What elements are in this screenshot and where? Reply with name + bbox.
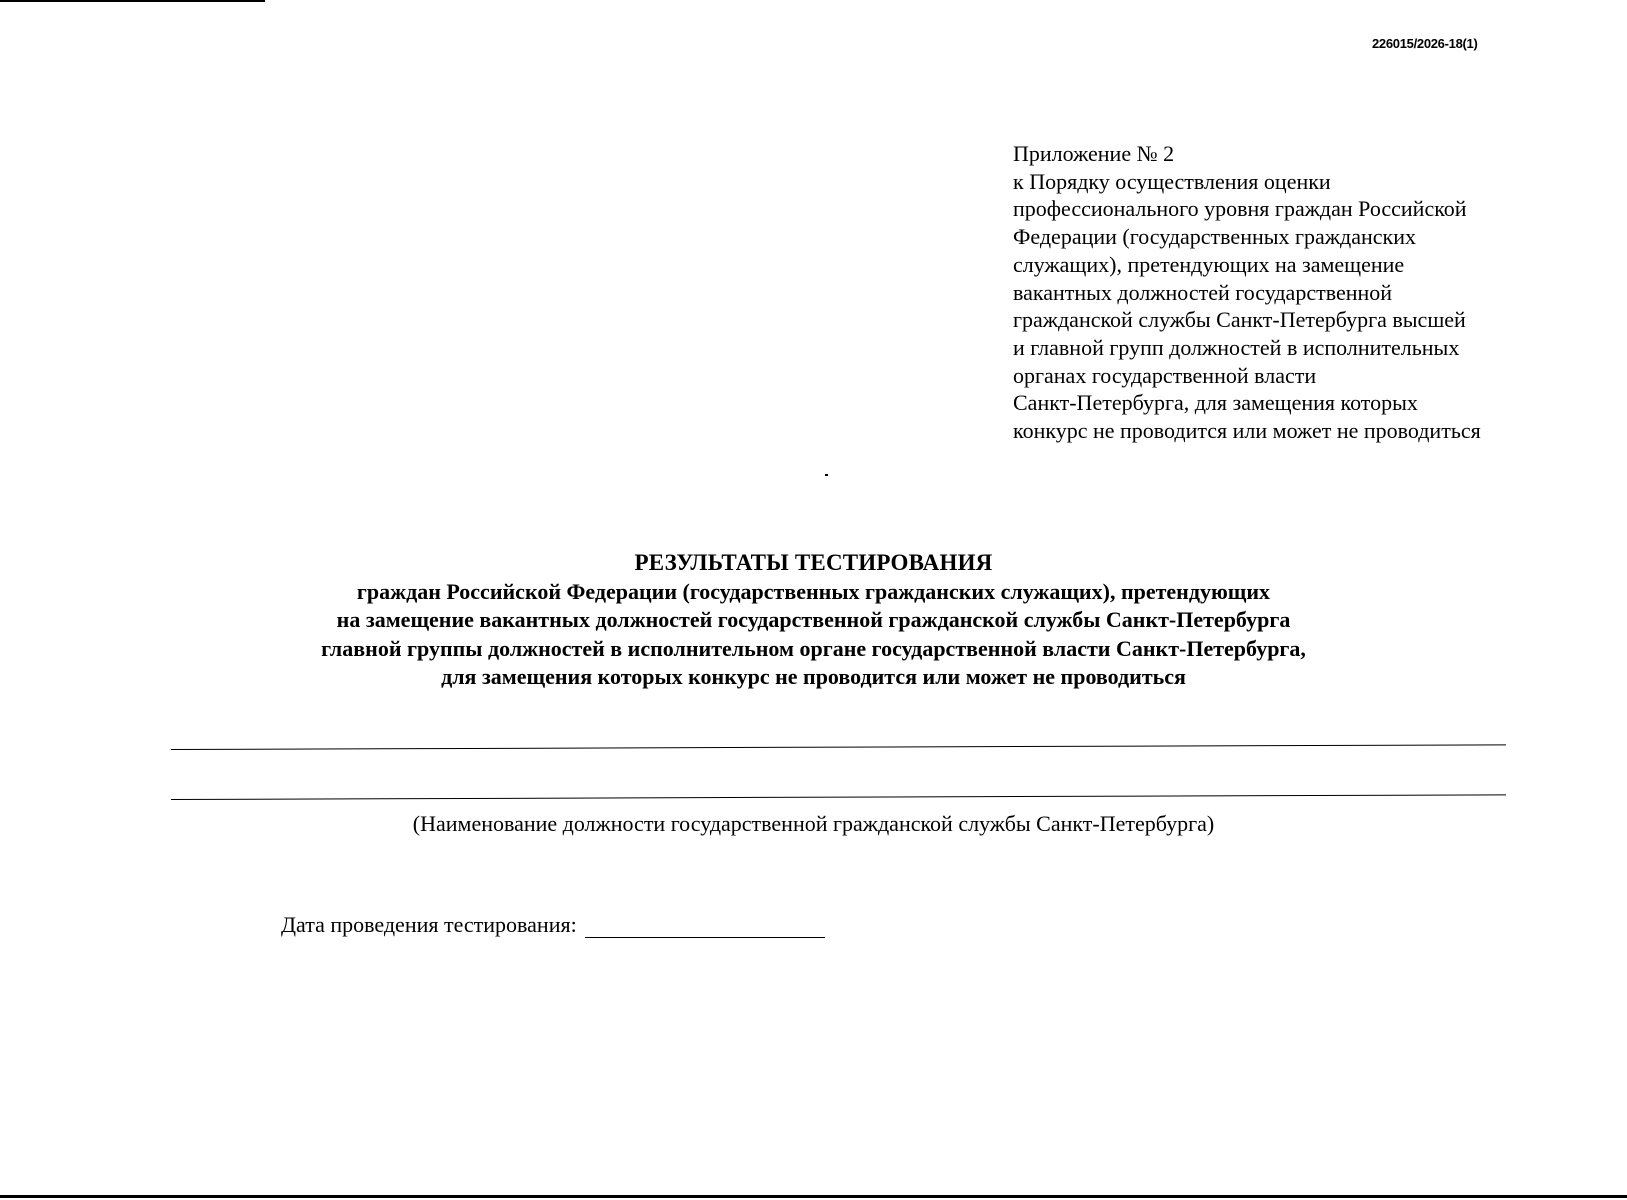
testing-date-field bbox=[585, 915, 825, 938]
appendix-block bbox=[1013, 140, 1533, 445]
heading-line: для замещения которых конкурс не проводится или может не проводиться bbox=[441, 664, 1186, 690]
heading-line: на замещение вакантных должностей государственной гражданской службы Санкт-Петербурга bbox=[336, 607, 1291, 633]
appendix-line: профессионального уровня граждан Российской bbox=[1013, 196, 1467, 222]
document-heading bbox=[0, 549, 1627, 692]
appendix-line: гражданской службы Санкт-Петербурга высшей bbox=[1013, 307, 1466, 333]
testing-date-label: Дата проведения тестирования: bbox=[281, 912, 577, 937]
heading-line: главной группы должностей в исполнительном органе государственной власти Санкт-Петербурга, bbox=[321, 635, 1306, 661]
appendix-line: Приложение № 2 bbox=[1013, 141, 1175, 166]
appendix-line: служащих), претендующих на замещение bbox=[1013, 251, 1405, 277]
appendix-line: Санкт-Петербурга, для замещения которых bbox=[1013, 390, 1418, 416]
position-name-caption: (Наименование должности государственной гражданской службы Санкт-Петербурга) bbox=[412, 811, 1215, 836]
position-name-line-1 bbox=[171, 744, 1506, 750]
position-name-line-2 bbox=[171, 794, 1506, 800]
appendix-line: вакантных должностей государственной bbox=[1013, 279, 1393, 305]
appendix-line: к Порядку осуществления оценки bbox=[1013, 168, 1331, 194]
document-title: РЕЗУЛЬТАТЫ ТЕСТИРОВАНИЯ bbox=[634, 550, 993, 575]
scan-edge-bottom bbox=[0, 1195, 1627, 1198]
appendix-line: конкурс не проводится или может не проводиться bbox=[1013, 418, 1481, 444]
appendix-line: органах государственной власти bbox=[1013, 362, 1317, 388]
appendix-line: Федерации (государственных гражданских bbox=[1013, 224, 1416, 250]
scan-speck bbox=[825, 474, 828, 476]
testing-date-row bbox=[281, 912, 825, 938]
appendix-line: и главной групп должностей в исполнительных bbox=[1013, 334, 1460, 360]
document-number: 226015/2026-18(1) bbox=[1372, 36, 1478, 51]
heading-line: граждан Российской Федерации (государственных гражданских служащих), претендующих bbox=[356, 578, 1271, 604]
scan-edge-top bbox=[0, 0, 265, 2]
